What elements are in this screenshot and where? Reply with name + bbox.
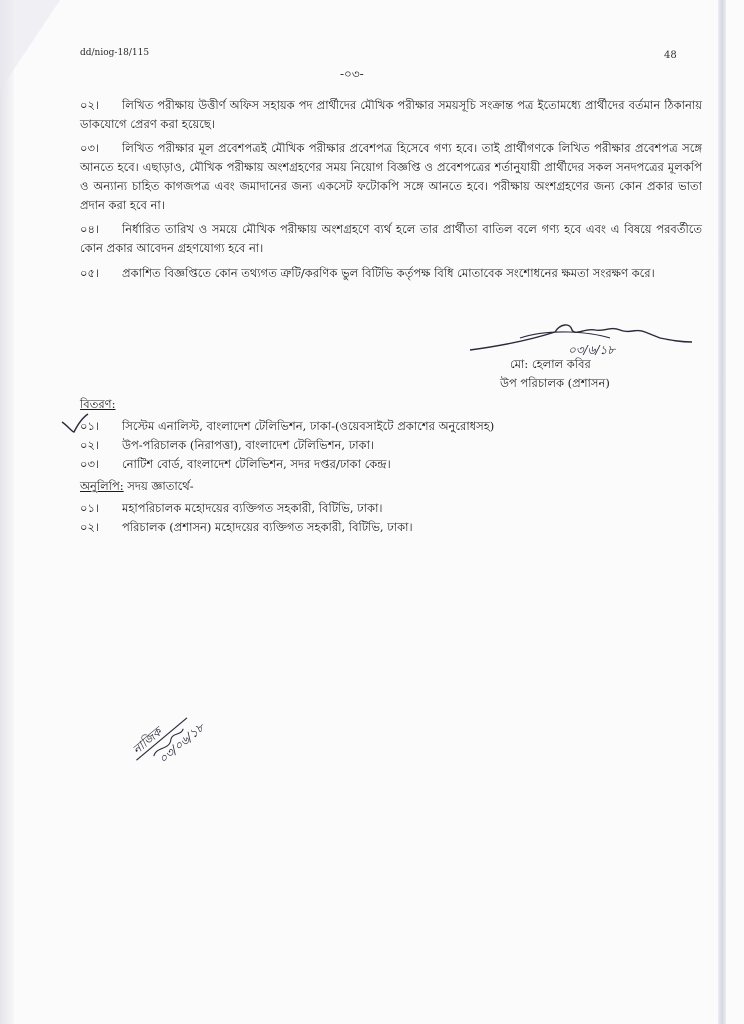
distribution-item [80, 437, 700, 456]
marginal-handwritten-note [120, 680, 240, 770]
marginal-note-line2: ০৩/০৬/১৮ [156, 720, 208, 767]
paragraph-text: লিখিত পরীক্ষায় উত্তীর্ণ অফিস সহায়ক পদ প্রার্থীদের মৌখিক পরীক্ষার সময়সূচি সংক্রান্ত পত্র ইতোমধ্যে প্রার্থীদের বর্তমান ঠিকানায় ডাকযোগে প্রেরণ করা হয়েছে। [80, 98, 702, 131]
copy-heading: অনুলিপি: [80, 479, 124, 493]
folded-corner [0, 0, 60, 90]
paragraph-02 [80, 96, 702, 134]
paragraph-05 [80, 264, 702, 283]
page-number: 48 [664, 50, 677, 61]
item-text: পরিচালক (প্রশাসন) মহোদয়ের ব্যক্তিগত সহকারী, বিটিভি, ঢাকা। [122, 520, 413, 534]
copy-item [80, 519, 700, 538]
copy-heading-suffix: সদয় জ্ঞাতার্থে- [123, 479, 194, 493]
page-mark: -০৩- [340, 67, 364, 81]
paragraph-03 [80, 139, 702, 215]
paragraph-number: ০৪। [80, 222, 100, 236]
scan-edge-shadow [0, 0, 14, 1024]
item-text: উপ-পরিচালক (নিরাপত্তা), বাংলাদেশ টেলিভিশন, ঢাকা। [122, 438, 375, 452]
signature-date: ০৩/৬/১৮ [568, 343, 616, 357]
copy-item [80, 500, 700, 519]
signature-block [460, 318, 700, 398]
item-text: মহাপরিচালক মহোদয়ের ব্যক্তিগত সহকারী, বিটিভি, ঢাকা। [122, 501, 383, 515]
item-number: ০২। [80, 438, 100, 452]
item-text: নোটিশ বোর্ড, বাংলাদেশ টেলিভিশন, সদর দপ্তর/ঢাকা কেন্দ্র। [122, 457, 391, 471]
paragraph-text: নির্ধারিত তারিখ ও সময়ে মৌখিক পরীক্ষায় অংশগ্রহণে ব্যর্থ হলে তার প্রার্থীতা বাতিল বলে গণ্য হবে এবং এ বিষয়ে পরবর্তীতে কোন প্রকার আবেদন গ্রহণযোগ্য হবে না। [80, 222, 702, 255]
paragraph-number: ০৩। [80, 141, 100, 155]
paragraph-number: ০৫। [80, 266, 100, 280]
signatory-designation: উপ পরিচালক (প্রশাসন) [500, 376, 610, 390]
signatory-name: মো: হেলাল কবির [510, 357, 591, 371]
marginal-note-line1: নাজিক [129, 724, 165, 757]
item-number: ০১। [80, 419, 100, 433]
paragraph-text: লিখিত পরীক্ষার মূল প্রবেশপত্রই মৌখিক পরীক্ষার প্রবেশপত্র হিসেবে গণ্য হবে। তাই প্রার্থীগণকে লিখিত পরীক্ষার প্রবেশপত্র সঙ্গে আনতে হবে। এছাড়াও, মৌখিক পরীক্ষায় অংশগ্রহণের সময় নিয়োগ বিজ্ঞপ্তি ও প্রবেশপত্রের শর্তানুযায়ী প্রার্থীদের সকল সনদপত্রের মূলকপি ও অন্যান্য চাহিত কাগজপত্র এবং জমাদানের জন্য একসেট ফটোকপি সঙ্গে আনতে হবে। পরীক্ষায় অংশগ্রহণের জন্য কোন প্রকার ভাতা প্রদান করা হবে না। [80, 141, 702, 212]
item-number: ০৩। [80, 457, 100, 471]
reference-number: dd/niog-18/115 [80, 48, 150, 58]
distribution-heading: বিতরণ: [80, 397, 116, 411]
distribution-item [80, 456, 700, 475]
paper-fold-line [718, 0, 726, 1024]
item-text: সিস্টেম এনালিস্ট, বাংলাদেশ টেলিভিশন, ঢাকা-(ওয়েবসাইটে প্রকাশের অনুরোধসহ) [122, 419, 495, 433]
copy-heading-line [80, 478, 700, 497]
paragraph-number: ০২। [80, 98, 100, 112]
paragraph-text: প্রকাশিত বিজ্ঞপ্তিতে কোন তথ্যগত ত্রুটি/করণিক ভুল বিটিভি কর্তৃপক্ষ বিধি মোতাবেক সংশোধনের ক্ষমতা সংরক্ষণ করে। [122, 266, 655, 280]
item-number: ০১। [80, 501, 100, 515]
distribution-item [80, 418, 700, 437]
item-number: ০২। [80, 520, 100, 534]
paragraph-04 [80, 220, 702, 258]
